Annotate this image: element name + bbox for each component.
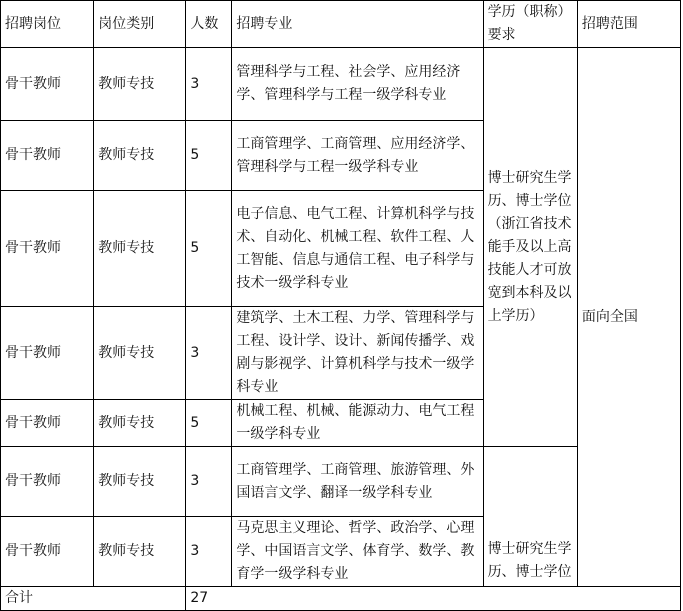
cell-type: 教师专技 xyxy=(94,400,186,447)
cell-major: 工商管理学、工商管理、应用经济学、管理科学与工程一级学科专业 xyxy=(232,121,483,191)
header-range: 招聘范围 xyxy=(577,1,680,48)
cell-count: 3 xyxy=(186,517,232,587)
cell-type: 教师专技 xyxy=(94,447,186,517)
header-major: 招聘专业 xyxy=(232,1,483,48)
cell-education-merged: 博士研究生学历、博士学位（浙江省技术能手及以上高技能人才可放宽到本科及以上学历） xyxy=(483,48,577,447)
cell-major: 管理科学与工程、社会学、应用经济学、管理科学与工程一级学科专业 xyxy=(232,48,483,121)
cell-major: 工商管理学、工商管理、旅游管理、外国语言文学、翻译一级学科专业 xyxy=(232,447,483,517)
cell-count: 3 xyxy=(186,307,232,400)
cell-post: 骨干教师 xyxy=(1,48,94,121)
cell-count: 3 xyxy=(186,48,232,121)
total-row xyxy=(1,587,681,611)
cell-major: 马克思主义理论、哲学、政治学、心理学、中国语言文学、体育学、数学、教育学一级学科专业 xyxy=(232,517,483,587)
header-post: 招聘岗位 xyxy=(1,1,94,48)
cell-count: 3 xyxy=(186,447,232,517)
cell-post: 骨干教师 xyxy=(1,447,94,517)
total-count: 27 xyxy=(186,587,681,611)
cell-type: 教师专技 xyxy=(94,307,186,400)
cell-major: 建筑学、土木工程、力学、管理科学与工程、设计学、设计、新闻传播学、戏剧与影视学、计算机科学与技术一级学科专业 xyxy=(232,307,483,400)
cell-major: 电子信息、电气工程、计算机科学与技术、自动化、机械工程、软件工程、人工智能、信息与通信工程、电子科学与技术一级学科专业 xyxy=(232,191,483,307)
cell-count: 5 xyxy=(186,121,232,191)
cell-post: 骨干教师 xyxy=(1,191,94,307)
cell-post: 骨干教师 xyxy=(1,121,94,191)
cell-type: 教师专技 xyxy=(94,121,186,191)
cell-count: 5 xyxy=(186,400,232,447)
header-education: 学历（职称）要求 xyxy=(483,1,577,48)
cell-post: 骨干教师 xyxy=(1,307,94,400)
cell-type: 教师专技 xyxy=(94,517,186,587)
header-type: 岗位类别 xyxy=(94,1,186,48)
cell-type: 教师专技 xyxy=(94,191,186,307)
table-row xyxy=(1,48,681,121)
cell-education-last: 博士研究生学历、博士学位 xyxy=(483,447,577,587)
cell-post: 骨干教师 xyxy=(1,400,94,447)
cell-post: 骨干教师 xyxy=(1,517,94,587)
cell-range-merged: 面向全国 xyxy=(577,48,680,587)
cell-count: 5 xyxy=(186,191,232,307)
header-count: 人数 xyxy=(186,1,232,48)
cell-major: 机械工程、机械、能源动力、电气工程一级学科专业 xyxy=(232,400,483,447)
total-label: 合计 xyxy=(1,587,186,611)
cell-type: 教师专技 xyxy=(94,48,186,121)
header-row xyxy=(1,1,681,48)
